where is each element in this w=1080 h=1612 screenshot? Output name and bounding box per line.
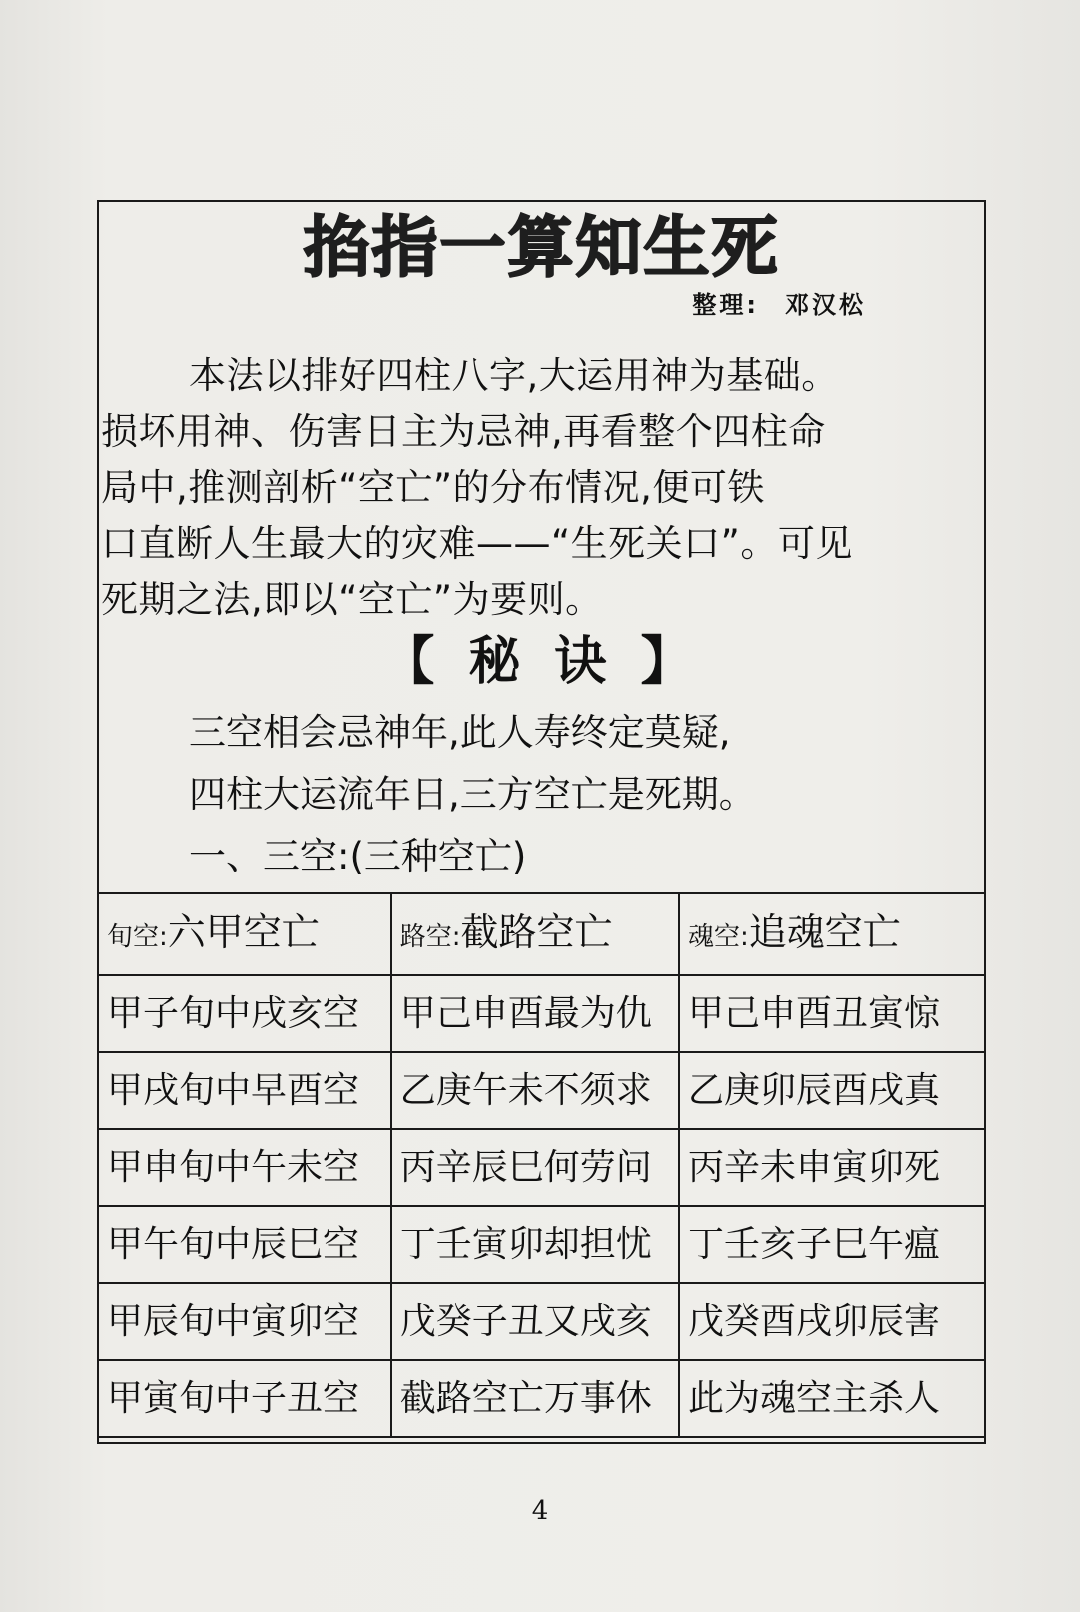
table-cell: 戊癸酉戌卯辰害	[679, 1283, 985, 1360]
table-header-row	[98, 893, 985, 975]
header-label: 路空:	[399, 921, 461, 952]
author-label: 整理:	[692, 291, 759, 319]
table-row	[98, 1052, 985, 1129]
table-cell: 截路空亡万事休	[391, 1360, 679, 1437]
author-name: 邓汉松	[785, 291, 866, 319]
verse-line: 四柱大运流年日,三方空亡是死期。	[189, 773, 756, 816]
header-value: 六甲空亡	[167, 909, 320, 954]
table-cell: 甲子旬中戌亥空	[98, 975, 391, 1052]
table-row	[98, 1360, 985, 1437]
table-cell: 甲寅旬中子丑空	[98, 1360, 391, 1437]
table-cell: 丁壬亥子巳午瘟	[679, 1206, 985, 1283]
secret-heading: 【 秘 诀 】	[382, 632, 701, 692]
table-row	[98, 975, 985, 1052]
table-cell: 甲申旬中午未空	[98, 1129, 391, 1206]
table-cell: 丙辛辰巳何劳问	[391, 1129, 679, 1206]
table-cell: 戊癸子丑又戌亥	[391, 1283, 679, 1360]
header-label: 魂空:	[687, 921, 749, 952]
author-line	[692, 290, 866, 320]
intro-line: 口直断人生最大的灾难——“生死关口”。可见	[101, 522, 853, 565]
table-cell: 甲己申酉丑寅惊	[679, 975, 985, 1052]
table-header-cell	[679, 893, 985, 975]
table-cell: 丁壬寅卯却担忧	[391, 1206, 679, 1283]
table-cell: 甲戌旬中早酉空	[98, 1052, 391, 1129]
intro-paragraph	[101, 348, 981, 628]
header-label: 旬空:	[107, 921, 168, 952]
verses	[189, 702, 756, 888]
table-row	[98, 1129, 985, 1206]
table-cell: 乙庚卯辰酉戌真	[679, 1052, 985, 1129]
section-heading: 一、三空:(三种空亡)	[189, 835, 527, 878]
table-cell: 此为魂空主杀人	[679, 1360, 985, 1437]
content-frame	[97, 200, 986, 1444]
table-cell: 丙辛未申寅卯死	[679, 1129, 985, 1206]
page-number: 4	[531, 1496, 549, 1526]
table-header-cell	[391, 893, 679, 975]
table-cell: 甲午旬中辰巳空	[98, 1206, 391, 1283]
header-value: 追魂空亡	[748, 909, 901, 954]
table-row	[98, 1206, 985, 1283]
intro-line: 本法以排好四柱八字,大运用神为基础。	[189, 354, 839, 397]
intro-line: 局中,推测剖析“空亡”的分布情况,便可铁	[101, 466, 765, 509]
table-header-cell	[98, 893, 391, 975]
table-row	[98, 1283, 985, 1360]
intro-line: 损坏用神、伤害日主为忌神,再看整个四柱命	[101, 410, 826, 453]
verse-line: 三空相会忌神年,此人寿终定莫疑,	[189, 711, 731, 754]
page-title: 掐指一算知生死	[303, 209, 780, 286]
intro-line: 死期之法,即以“空亡”为要则。	[101, 578, 603, 621]
table-cell: 乙庚午未不须求	[391, 1052, 679, 1129]
table-cell: 甲己申酉最为仇	[391, 975, 679, 1052]
kongwang-table	[97, 892, 986, 1438]
header-value: 截路空亡	[460, 909, 613, 954]
table-cell: 甲辰旬中寅卯空	[98, 1283, 391, 1360]
